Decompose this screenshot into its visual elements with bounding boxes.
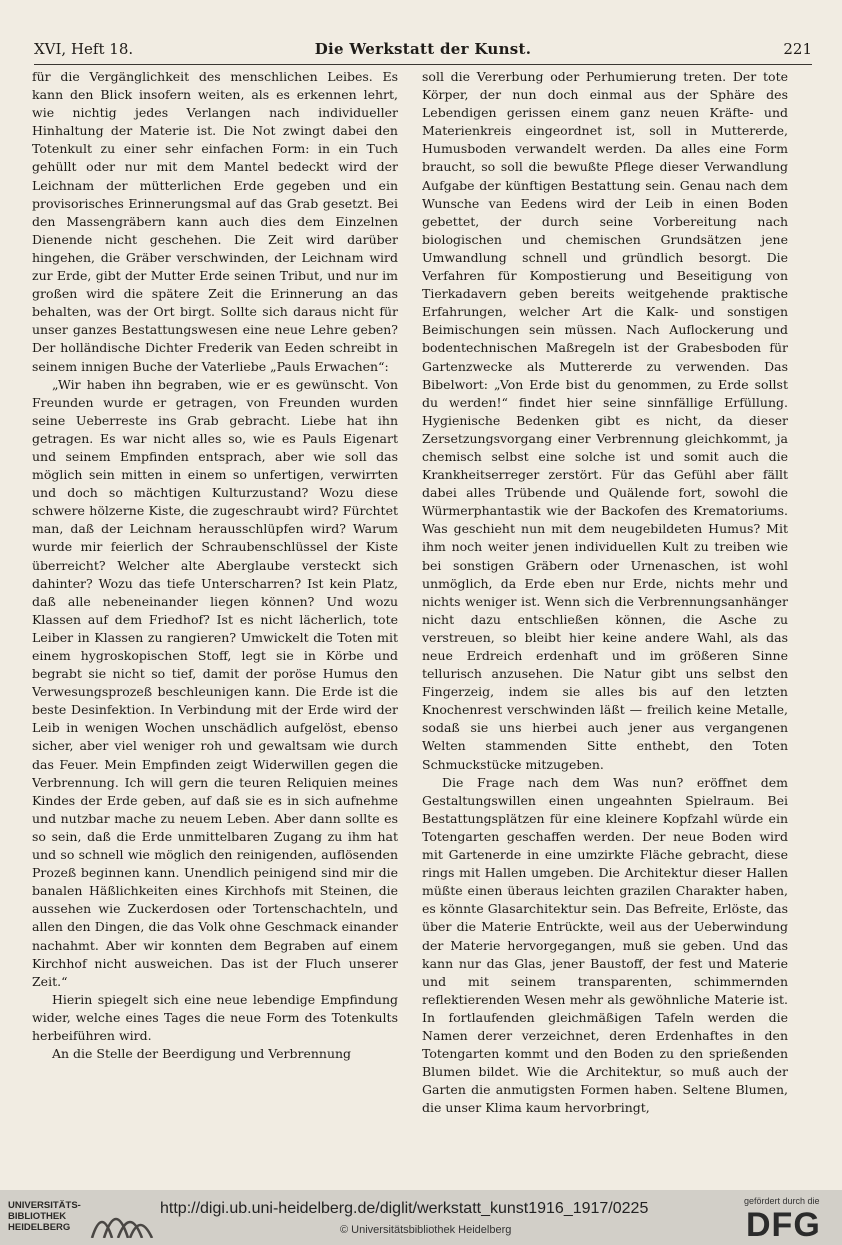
left-column <box>32 68 398 1168</box>
paragraph: „Wir haben ihn begraben, wie er es gewünscht. Von Freunden wurde er getragen, von Freunden wurden seine Ueberreste ins Grab gebracht. Liebe hat ihn getragen. Es war nicht alles so, wie es Pauls Eigenart und seinem Empfinden entsprach, aber wie soll das möglich sein mitten in einem so unfertigen, verwirrten und doch so mächtigen Kulturzustand? Wozu diese schwere hölzerne Kiste, die zugeschraubt wird? Fürchtet man, daß der Leichnam herausschlüpfen wird? Warum wurde mir feierlich der Schraubenschlüssel der Kiste überreicht? Welcher alte Aberglaube versteckt sich dahinter? Wozu das tiefe Unterscharren? Ist kein Platz, daß alle nebeneinander liegen können? Und wozu Klassen auf dem Friedhof? Ist es nicht lächerlich, tote Leiber in Klassen zu rangieren? Umwickelt die Toten mit einem hygroskopischen Stoff, legt sie in Körbe und begrabt sie nicht so tief, damit der poröse Humus den Verwesungsprozeß beschleunigen kann. Die Erde ist die beste Desinfektion. In Verbindung mit der Erde wird der Leib in wenigen Wochen unschädlich aufgelöst, ebenso sicher, aber viel weniger roh und gewaltsam wie durch das Feuer. Mein Empfinden zeigt Widerwillen gegen die Verbrennung. Ich will gern die teuren Reliquien meines Kindes der Erde geben, auf daß sie es in sich aufnehme und nutzbar mache zu neuem Leben. Aber dann sollte es so sein, daß die Erde unmittelbaren Zugang zu ihm hat und so schnell wie möglich den reinigenden, auflösenden Prozeß beginnen kann. Unendlich peinigend sind mir die banalen Häßlichkeiten eines Kirchhofs mit Steinen, die aussehen wie Zuckerdosen oder Tortenschachteln, und allen den Dingen, die das Volk ohne Geschmack einander nachahmt. Aber wir konnten dem Begraben auf einem Kirchhof nicht ausweichen. Das ist der Fluch unserer Zeit.“ <box>32 376 398 989</box>
paragraph: Hierin spiegelt sich eine neue lebendige Empfindung wider, welche eines Tages die neue Form des Totenkults herbeiführen wird. <box>32 991 398 1043</box>
paragraph: für die Vergänglichkeit des menschlichen Leibes. Es kann den Blick insofern weiten, als es erkennen lehrt, wie nichtig jedes Verlangen nach individueller Hinhaltung der Materie ist. Die Not zwingt dabei den Totenkult zu einer sehr einfachen Form: in ein Tuch gehüllt oder nur mit dem Mantel bedeckt wird der Leichnam der mütterlichen Erde gegeben und ein provisorisches Erinnerungsmal auf das Grab gesetzt. Bei den Massengräbern kann auch dies dem Einzelnen Dienende nicht geschehen. Die Zeit wird darüber hingehen, die Gräber verschwinden, der Leichnam wird zur Erde, gibt der Mutter Erde seinen Tribut, und nur im großen wird die spätere Zeit die Erinnerung an das behalten, was der Ort birgt. Sollte sich daraus nicht für unser ganzes Bestattungswesen eine neue Lehre geben? Der holländische Dichter Frederik van Eeden schreibt in seinem innigen Buche der Vaterliebe „Pauls Erwachen“: <box>32 69 398 374</box>
university-library-logo[interactable] <box>6 1196 156 1240</box>
funding-caption: gefördert durch die <box>744 1196 820 1206</box>
viewer-footer <box>0 1190 842 1245</box>
paragraph: soll die Vererbung oder Perhumierung treten. Der tote Körper, der nun doch einmal aus der Sphäre des Lebendigen gerissen einem ganz neuen Kräfte- und Materienkreis eingeordnet ist, soll in Muttererde, Humusboden verwandelt werden. Da alles eine Form braucht, so soll die bewußte Pflege dieser Verwandlung Aufgabe der künftigen Bestattung sein. Genau nach dem Wunsche van Eedens wird der Leib in einen Boden gebettet, der durch seine Vorbereitung nach biologischen und chemischen Grundsätzen jene Umwandlung schnell und gründlich besorgt. Die Verfahren für Kompostierung und Beseitigung von Tierkadavern geben bereits weitgehende praktische Erfahrungen, welcher Art die Kalk- und sonstigen Beimischungen sein müssen. Nach Auflockerung und bodentechnischen Maßregeln ist der Grabesboden für Gartenzwecke als Muttererde zu verwenden. Das Bibelwort: „Von Erde bist du genommen, zu Erde sollst du werden!“ findet hier seine sinnfällige Erfüllung. Hygienische Bedenken gibt es nicht, da dieser Zersetzungsvorgang einer Verbrennung gleichkommt, ja chemisch selbst eine solche ist und somit auch die Krankheitserreger zerstört. Für das Gefühl aber fällt dabei alles Trübende und Quälende fort, sowohl die Würmerphantastik wie der Backofen des Krematoriums. Was geschieht nun mit dem neugebildeten Humus? Mit ihm noch weiter jenen individuellen Kult zu treiben wie bei sonstigen Gräbern oder Urnenaschen, ist wohl unmöglich, da Erde eben nur Erde, nichts mehr und nichts weniger ist. Wenn sich die Verbrennungsanhänger nicht dazu entschließen können, die Asche zu verstreuen, so bleibt hier keine andere Wahl, als das neue Erdreich erdenhaft und im größeren Sinne tellurisch anzusehen. Die Natur gibt uns selbst den Fingerzeig, indem sie alles bis auf den letzten Knochenrest verschwinden läßt — freilich keine Metalle, sodaß sie uns hierbei auch jener aus vergangenen Welten stammenden Sitte enthebt, den Toten Schmuckstücke mitzugeben. <box>422 69 788 772</box>
paragraph: Die Frage nach dem Was nun? eröffnet dem Gestaltungswillen einen ungeahnten Spielraum. Bei Bestattungsplätzen für eine kleinere Kopfzahl würde ein Totengarten geschaffen werden. Der neue Boden wird mit Gartenerde in eine umzirkte Fläche gebracht, diese rings mit Hallen umgeben. Die Architektur dieser Hallen müßte einen überaus leichten grazilen Charakter haben, es könnte Glasarchitektur sein. Das Befreite, Erlöste, das über die Materie Entrückte, weil aus der Ueberwindung der Materie hervorgegangen, muß sie geben. Und das kann nur das Glas, jener Baustoff, der fest und Materie und mit seinem transparenten, schimmernden reflektierenden Wesen mehr als gewöhnliche Materie ist. In fortlaufenden gleichmäßigen Tafeln werden die Namen derer verzeichnet, deren Erdenhaftes in den Totengarten kommt und den Boden zu den sprießenden Blumen bildet. Wie die Architektur, so muß auch der Garten die anmutigsten Formen haben. Seltene Blumen, die unser Klima kaum hervorbringt, <box>422 774 788 1116</box>
permalink-url[interactable]: http://digi.ub.uni-heidelberg.de/diglit/werkstatt_kunst1916_1917/0225 <box>160 1200 649 1217</box>
page-header <box>34 38 812 65</box>
paragraph: An die Stelle der Beerdigung und Verbrennung <box>52 1046 352 1062</box>
page-number: 221 <box>783 40 812 58</box>
arches-emblem-icon <box>90 1198 154 1238</box>
journal-title: Die Werkstatt der Kunst. <box>314 40 532 58</box>
dfg-logo-text: DFG <box>746 1207 821 1239</box>
right-column <box>422 68 788 1168</box>
issue-label: XVI, Heft 18. <box>34 40 134 58</box>
copyright-notice: © Universitätsbibliothek Heidelberg <box>340 1224 512 1236</box>
dfg-logo[interactable] <box>746 1207 830 1239</box>
institution-name: UNIVERSITÄTS- BIBLIOTHEK HEIDELBERG <box>8 1200 81 1233</box>
